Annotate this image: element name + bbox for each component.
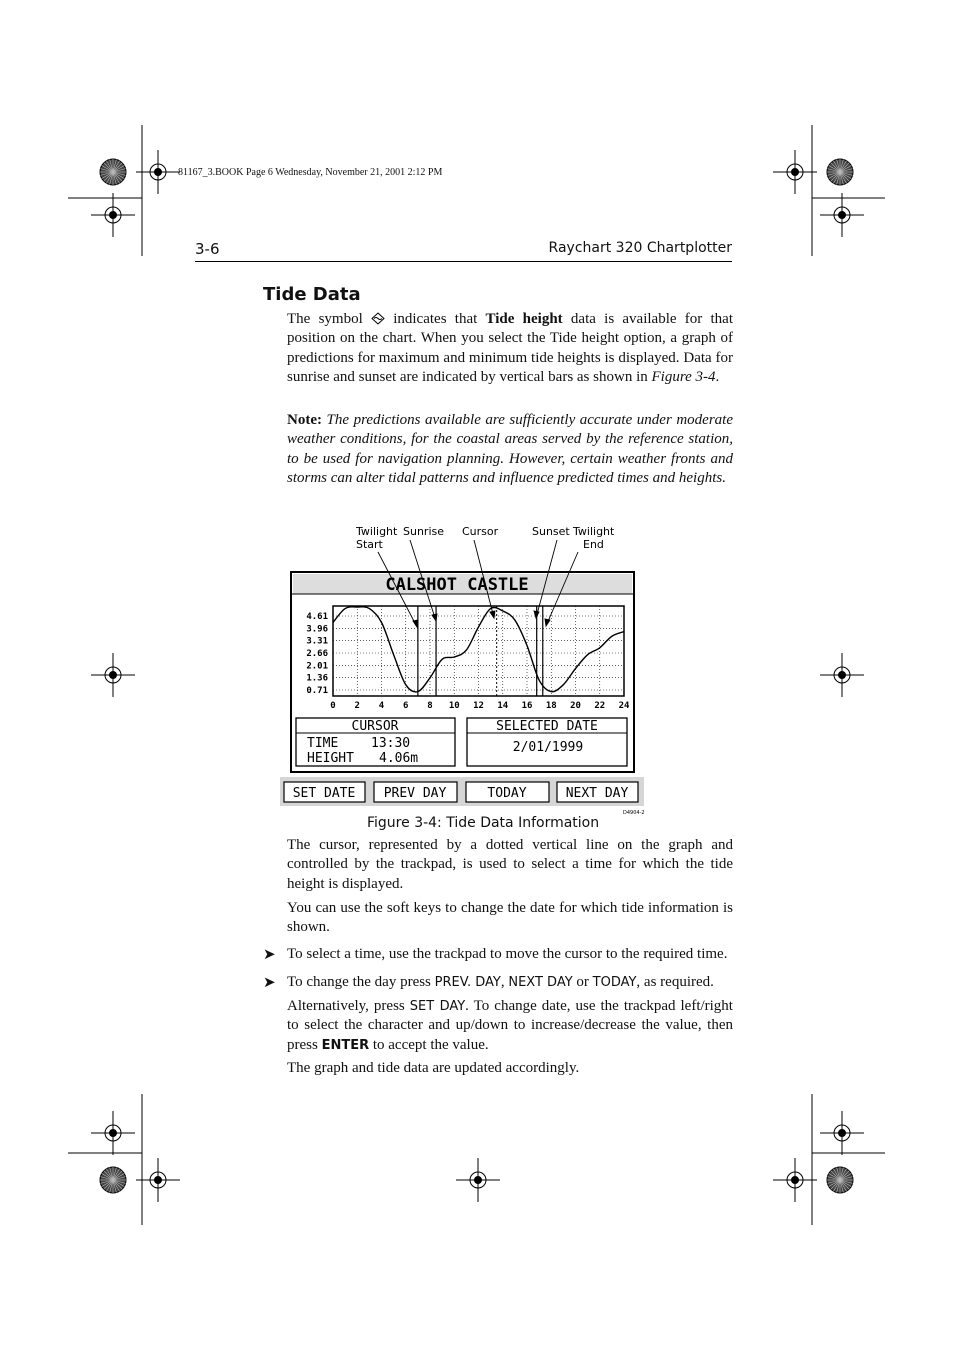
selected-date-value: 2/01/1999 bbox=[512, 740, 584, 755]
page-number: 3-6 bbox=[195, 240, 220, 258]
bullet-arrow-icon: ➤ bbox=[263, 975, 276, 991]
final-paragraph: The graph and tide data are updated accordingly. bbox=[287, 1060, 580, 1076]
x-tick-label: 8 bbox=[427, 701, 433, 711]
softkey-set-date[interactable] bbox=[284, 782, 365, 802]
softkey-next-day[interactable] bbox=[557, 782, 638, 802]
y-tick-label: 0.71 bbox=[306, 686, 328, 696]
cursor-height-value: 4.06m bbox=[379, 751, 419, 766]
tide-data-figure bbox=[280, 520, 650, 818]
bullet-change-day: To change the day press PREV. DAY, NEXT DAY or TODAY, as required. bbox=[287, 974, 714, 990]
y-tick-label: 1.36 bbox=[306, 673, 328, 684]
intro-paragraph: The symbol indicates that Tide height data is available for that position on the chart. When you select the Tide height option, a graph of predictions for maximum and minimum tide heights is displayed. Data for sunrise and sunset are indicated by vertical bars as shown in Figure 3-4. bbox=[287, 311, 734, 386]
y-tick-label: 3.31 bbox=[306, 636, 328, 647]
x-tick-label: 0 bbox=[330, 701, 336, 711]
callout-cursor: Cursor bbox=[462, 525, 499, 538]
svg-text:TODAY: TODAY bbox=[487, 786, 527, 801]
cursor-box-title: CURSOR bbox=[351, 719, 399, 734]
header-rule bbox=[195, 261, 732, 262]
callout-twilight-end-2: End bbox=[583, 538, 604, 551]
y-tick-label: 2.01 bbox=[306, 661, 328, 672]
drawing-code: D4904-2 bbox=[623, 810, 645, 816]
callout-twilight-start-2: Start bbox=[356, 538, 383, 551]
alternative-paragraph: Alternatively, press SET DAY. To change date, use the trackpad left/right to select the character and up/down to increase/decrease the value, then press ENTER to accept the value. bbox=[287, 998, 733, 1053]
x-tick-label: 4 bbox=[378, 701, 385, 711]
print-slug: 81167_3.BOOK Page 6 Wednesday, November 21, 2001 2:12 PM bbox=[178, 167, 443, 178]
callout-twilight-start-1: Twilight bbox=[356, 525, 398, 538]
callout-sunrise: Sunrise bbox=[403, 525, 445, 538]
y-tick-labels bbox=[306, 612, 328, 696]
svg-text:PREV DAY: PREV DAY bbox=[383, 786, 447, 801]
cursor-time-label: TIME bbox=[307, 736, 339, 751]
x-tick-label: 2 bbox=[354, 701, 360, 711]
book-title: Raychart 320 Chartplotter bbox=[548, 240, 732, 256]
tide-symbol-icon bbox=[371, 312, 385, 325]
x-tick-label: 10 bbox=[448, 701, 460, 711]
x-tick-label: 18 bbox=[545, 701, 557, 711]
x-tick-label: 6 bbox=[403, 701, 409, 711]
callout-sunset: Sunset bbox=[532, 525, 570, 538]
note-paragraph: Note: The predictions available are sufficiently accurate under moderate weather conditions, for the coastal areas served by the reference station, to be used for navigation planning. However, certain weather fronts and storms can alter tidal patterns and influence predicted times and heights. bbox=[287, 412, 733, 487]
svg-text:NEXT DAY: NEXT DAY bbox=[565, 786, 629, 801]
screen-title: CALSHOT CASTLE bbox=[385, 575, 529, 595]
callout-twilight-end-1: Twilight bbox=[573, 525, 615, 538]
y-tick-label: 3.96 bbox=[306, 624, 328, 635]
x-tick-label: 16 bbox=[521, 701, 533, 711]
x-tick-label: 14 bbox=[497, 701, 509, 711]
bullet-arrow-icon: ➤ bbox=[263, 947, 276, 963]
cursor-time-value: 13:30 bbox=[371, 736, 411, 751]
x-tick-label: 20 bbox=[570, 701, 581, 711]
softkeys-paragraph: You can use the soft keys to change the date for which tide information is shown. bbox=[287, 900, 733, 936]
figure-caption: Figure 3-4: Tide Data Information bbox=[367, 815, 600, 831]
selected-date-title: SELECTED DATE bbox=[496, 719, 598, 734]
svg-text:SET DATE: SET DATE bbox=[292, 786, 356, 801]
x-tick-label: 24 bbox=[618, 701, 630, 711]
bullet-select-time: To select a time, use the trackpad to move the cursor to the required time. bbox=[287, 946, 728, 962]
cursor-paragraph: The cursor, represented by a dotted vertical line on the graph and controlled by the trackpad, is used to select a time for which the tide height is displayed. bbox=[287, 837, 733, 892]
softkey-prev-day[interactable] bbox=[374, 782, 457, 802]
section-title: Tide Data bbox=[263, 284, 361, 305]
x-tick-label: 22 bbox=[594, 701, 606, 711]
cursor-height-label: HEIGHT bbox=[307, 751, 354, 766]
x-tick-label: 12 bbox=[473, 701, 484, 711]
softkey-today[interactable] bbox=[466, 782, 549, 802]
y-tick-label: 4.61 bbox=[306, 612, 328, 622]
y-tick-label: 2.66 bbox=[306, 649, 328, 659]
